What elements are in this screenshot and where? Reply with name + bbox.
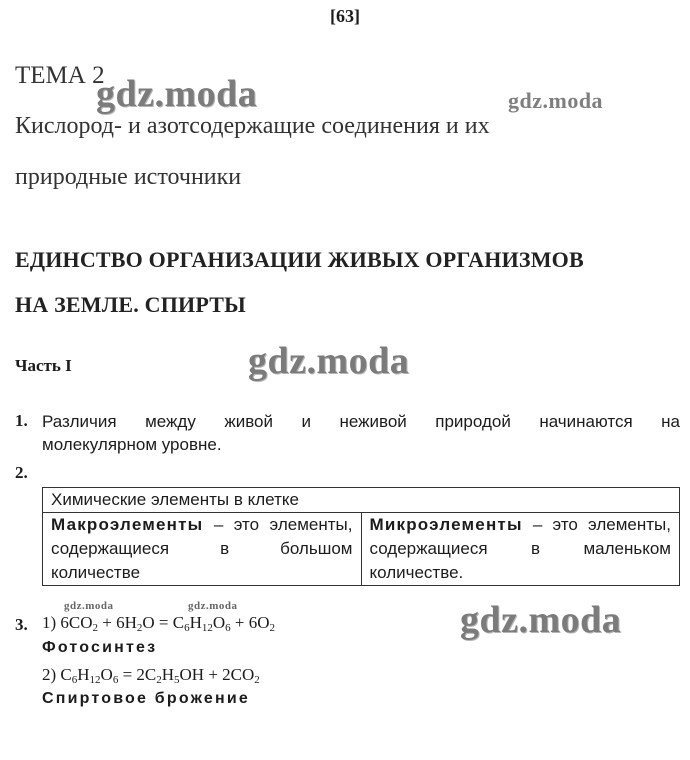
- part-label: Часть I: [15, 356, 72, 375]
- question-2-number: 2.: [15, 463, 28, 482]
- question-1-number: 1.: [15, 411, 28, 430]
- macroelements-definition: – это элементы, содержащиеся в большом количестве: [51, 515, 353, 582]
- chemical-elements-table: [42, 487, 680, 586]
- watermark-logo: gdz.moda: [96, 73, 258, 115]
- fermentation-label: Спиртовое брожение: [42, 690, 251, 707]
- photosynthesis-equation: 1) $6CO_2 + 6H_2O = C_6H_{12}O_6 + 6O_2$: [42, 613, 276, 634]
- table-title: Химические элементы в клетке: [43, 488, 680, 513]
- microelements-cell: [361, 513, 680, 586]
- fermentation-equation: 2) $C_6H_{12}O_6 = 2C_2H_5OH + 2CO_2$: [42, 665, 260, 686]
- watermark-logo: gdz.moda: [460, 599, 622, 641]
- page-number: [63]: [330, 6, 360, 26]
- topic-subtitle-line-2: природные источники: [15, 164, 242, 190]
- topic-label: ТЕМА 2: [15, 62, 105, 89]
- section-heading-line-2: НА ЗЕМЛЕ. СПИРТЫ: [15, 292, 246, 317]
- microelements-definition: – это элементы, содержащиеся в маленьком количестве.: [369, 515, 671, 582]
- question-1-line-1: Различия между живой и неживой природой начинаются на: [42, 412, 680, 431]
- watermark-logo: gdz.moda: [248, 340, 410, 382]
- question-3-number: 3.: [15, 615, 28, 634]
- topic-subtitle-line-1: Кислород- и азотсодержащие соединения и их: [15, 113, 490, 139]
- question-1-answer: [42, 410, 680, 456]
- watermark-logo: gdz.moda: [64, 600, 114, 612]
- watermark-logo: gdz.moda: [508, 88, 604, 113]
- macroelements-cell: [43, 513, 362, 586]
- microelements-term: Микроэлементы: [369, 515, 523, 534]
- macroelements-term: Макроэлементы: [51, 515, 204, 534]
- section-heading-line-1: ЕДИНСТВО ОРГАНИЗАЦИИ ЖИВЫХ ОРГАНИЗМОВ: [15, 247, 584, 272]
- watermark-logo: gdz.moda: [188, 600, 238, 612]
- photosynthesis-label: Фотосинтез: [42, 639, 158, 656]
- question-1-line-2: молекулярном уровне.: [42, 435, 222, 454]
